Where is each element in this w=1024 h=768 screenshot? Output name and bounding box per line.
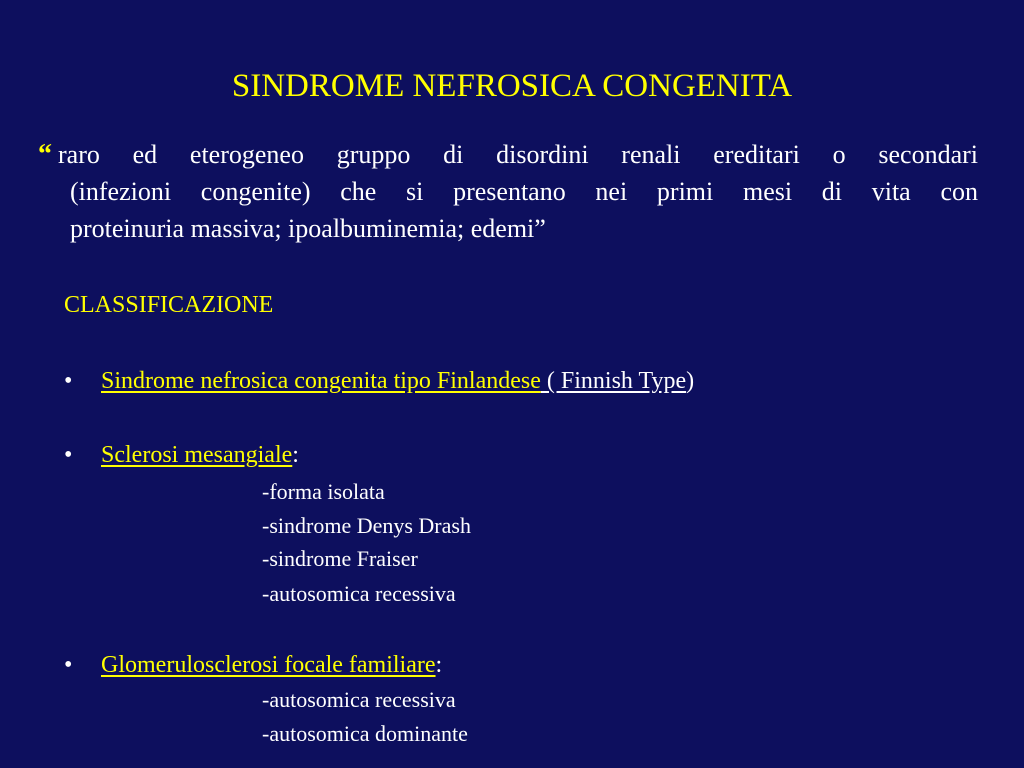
- sub-item: -forma isolata: [262, 479, 385, 504]
- finnish-type-english-link[interactable]: ( Finnish Type: [540, 368, 687, 394]
- finnish-type-link[interactable]: Sindrome nefrosica congenita tipo Finlandese: [101, 368, 541, 394]
- definition-paragraph: [38, 136, 978, 247]
- glomerulosclerosis-link[interactable]: Glomerulosclerosi focale familiare: [101, 652, 436, 678]
- mesangial-sclerosis-suffix: :: [292, 442, 299, 468]
- sub-item: -autosomica recessiva: [262, 581, 456, 606]
- classification-heading: CLASSIFICAZIONE: [64, 292, 274, 318]
- definition-line-1: [38, 136, 978, 173]
- classification-item-mesangial: [64, 438, 299, 472]
- bullet-icon: •: [64, 652, 73, 678]
- classification-item-finnish: [64, 364, 694, 398]
- sub-item: -autosomica recessiva: [262, 687, 456, 712]
- sub-item: -autosomica dominante: [262, 721, 468, 746]
- classification-item-glomerulosclerosis: [64, 648, 442, 682]
- mesangial-sclerosis-link[interactable]: Sclerosi mesangiale: [101, 442, 293, 468]
- slide-title: SINDROME NEFROSICA CONGENITA: [231, 68, 793, 104]
- definition-line-2: (infezioni congenite) che si presentano nei primi mesi di vita con: [70, 177, 978, 206]
- sub-item: -sindrome Denys Drash: [262, 513, 471, 538]
- bullet-icon: •: [64, 368, 73, 394]
- definition-line-3: proteinuria massiva; ipoalbuminemia; edemi”: [70, 214, 546, 243]
- glomerulosclerosis-suffix: :: [435, 652, 443, 678]
- bullet-icon: •: [64, 442, 73, 468]
- sub-item: -sindrome Fraiser: [262, 546, 418, 571]
- finnish-type-suffix: ): [686, 368, 695, 394]
- definition-text-1: raro ed eterogeneo gruppo di disordini renali ereditari o secondari: [58, 140, 978, 169]
- open-quote-mark: “: [38, 139, 52, 170]
